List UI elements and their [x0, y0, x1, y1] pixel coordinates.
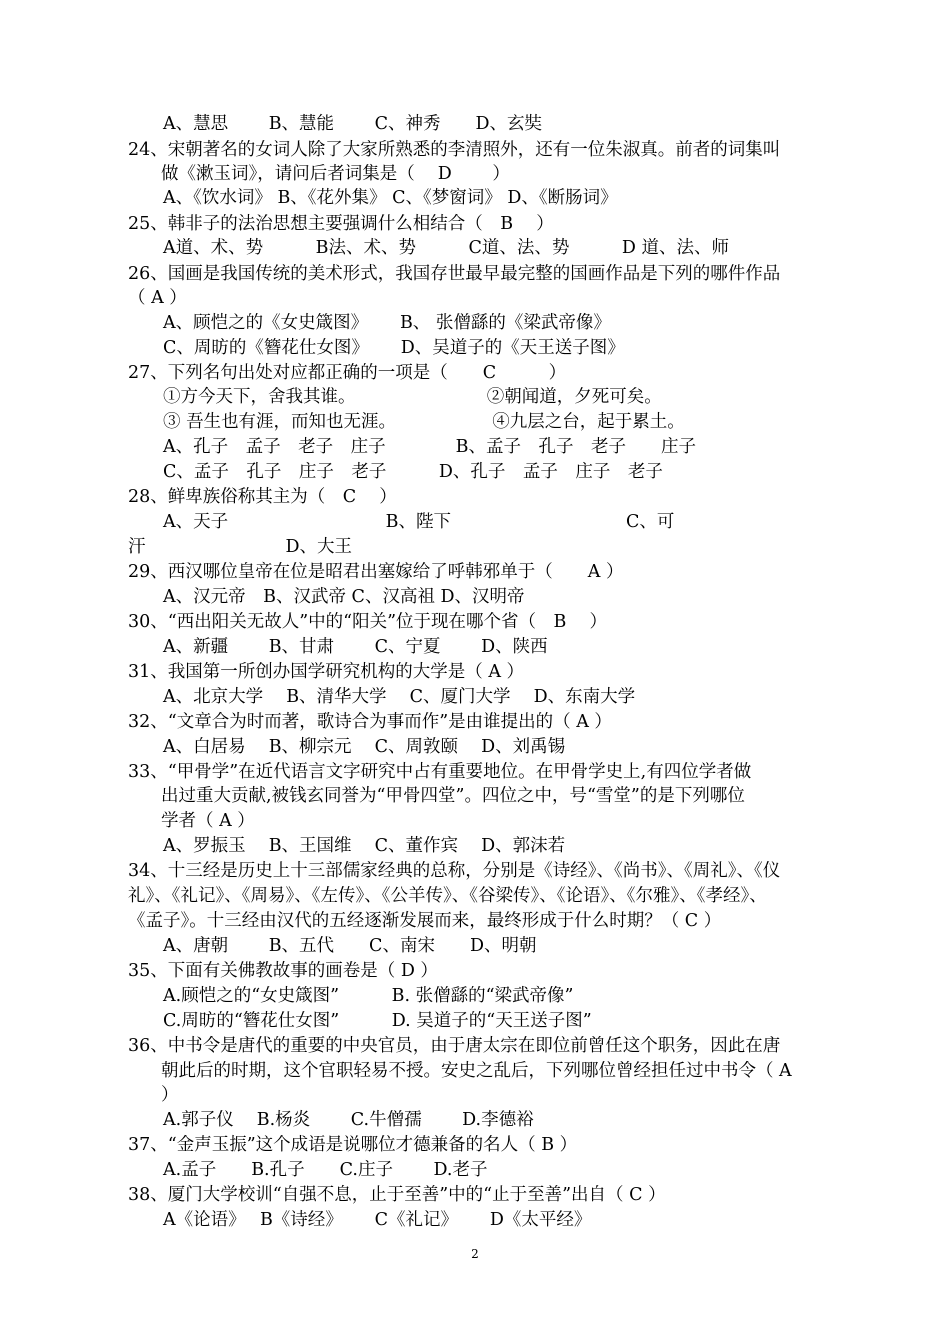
q29-text: 29、西汉哪位皇帝在位是昭君出塞嫁给了呼韩邪单于（ A ） — [128, 562, 624, 582]
q31-text: 31、我国第一所创办国学研究机构的大学是（ A ） — [128, 662, 525, 682]
q35-text: 35、下面有关佛教故事的画卷是（ D ） — [128, 961, 438, 981]
q26-answer: （ A ） — [128, 288, 187, 308]
q34-text-cont-1: 礼》、《礼记》、《周易》、《左传》、《公羊传》、《谷梁传》、《论语》、《尔雅》、《孝经》、 — [128, 886, 767, 906]
q23-options: A、慧思 B、慧能 C、神秀 D、玄奘 — [163, 114, 543, 134]
q27-quotes-1: ①方今天下，舍我其谁。 ②朝闻道，夕死可矣。 — [163, 387, 662, 407]
q24-text-cont: 做《漱玉词》，请问后者词集是（ D ） — [161, 164, 510, 184]
q36-text-cont-1: 朝此后的时期，这个官职轻易不授。安史之乱后，下列哪位曾经担任过中书令（ A — [161, 1061, 792, 1081]
q34-text: 34、十三经是历史上十三部儒家经典的总称，分别是《诗经》、《尚书》、《周礼》、《仪 — [128, 861, 781, 881]
q29-options: A、汉元帝 B、汉武帝 C、汉高祖 D、汉明帝 — [163, 587, 525, 607]
q33-text-cont-2: 学者（ A ） — [161, 811, 255, 831]
q38-text: 38、厦门大学校训“自强不息，止于至善”中的“止于至善”出自（ C ） — [128, 1185, 666, 1205]
q30-options: A、新疆 B、甘肃 C、宁夏 D、陕西 — [163, 637, 548, 657]
page-number: 2 — [471, 1247, 479, 1261]
q27-options-1: A、孔子 孟子 老子 庄子 B、孟子 孔子 老子 庄子 — [163, 437, 696, 457]
q35-options-2: C.周昉的“簪花仕女图” D. 吴道子的“天王送子图” — [163, 1011, 592, 1031]
q27-quotes-2: ③ 吾生也有涯，而知也无涯。 ④九层之台，起于累土。 — [163, 412, 685, 432]
q24-text: 24、宋朝著名的女词人除了大家所熟悉的李清照外，还有一位朱淑真。前者的词集叫 — [128, 140, 781, 160]
q26-options-1: A、顾恺之的《女史箴图》 B、 张僧繇的《梁武帝像》 — [163, 313, 611, 333]
q32-text: 32、“文章合为时而著，歌诗合为事而作”是由谁提出的（ A ） — [128, 712, 612, 732]
q33-text: 33、“甲骨学”在近代语言文字研究中占有重要地位。在甲骨学史上,有四位学者做 — [128, 762, 752, 782]
q36-text: 36、中书令是唐代的重要的中央官员，由于唐太宗在即位前曾任这个职务，因此在唐 — [128, 1036, 781, 1056]
q26-text: 26、国画是我国传统的美术形式，我国存世最早最完整的国画作品是下列的哪件作品 — [128, 264, 781, 284]
q28-options-2: 汗 D、大王 — [128, 537, 353, 557]
q25-options: A道、术、势 B法、术、势 C道、法、势 D 道、法、师 — [163, 238, 729, 258]
q33-options: A、罗振玉 B、王国维 C、董作宾 D、郭沫若 — [163, 836, 566, 856]
q25-text: 25、韩非子的法治思想主要强调什么相结合（ B ） — [128, 214, 554, 234]
q36-text-cont-2: ） — [161, 1085, 179, 1105]
q37-text: 37、“金声玉振”这个成语是说哪位才德兼备的名人（ B ） — [128, 1135, 578, 1155]
q28-text: 28、鲜卑族俗称其主为（ C ） — [128, 487, 397, 507]
q31-options: A、北京大学 B、清华大学 C、厦门大学 D、东南大学 — [163, 687, 636, 707]
q37-options: A.孟子 B.孔子 C.庄子 D.老子 — [163, 1160, 488, 1180]
q28-options-1: A、天子 B、陛下 C、可 — [163, 512, 675, 532]
q24-options: A、《饮水词》 B、《花外集》 C、《梦窗词》 D、《断肠词》 — [163, 188, 618, 208]
q27-text: 27、下列名句出处对应都正确的一项是（ C ） — [128, 363, 567, 383]
q38-options: A《论语》 B《诗经》 C《礼记》 D《太平经》 — [163, 1210, 592, 1230]
q36-options: A.郭子仪 B.杨炎 C.牛僧孺 D.李德裕 — [163, 1110, 534, 1130]
q30-text: 30、“西出阳关无故人”中的“阳关”位于现在哪个省（ B ） — [128, 612, 607, 632]
q35-options-1: A.顾恺之的“女史箴图” B. 张僧繇的“梁武帝像” — [163, 986, 574, 1006]
q27-options-2: C、孟子 孔子 庄子 老子 D、孔子 孟子 庄子 老子 — [163, 462, 663, 482]
q34-text-cont-2: 《孟子》。十三经由汉代的五经逐渐发展而来，最终形成于什么时期？（ C ） — [128, 911, 722, 931]
q32-options: A、白居易 B、柳宗元 C、周敦颐 D、刘禹锡 — [163, 737, 566, 757]
q34-options: A、唐朝 B、五代 C、南宋 D、明朝 — [163, 936, 537, 956]
q26-options-2: C、周昉的《簪花仕女图》 D、吴道子的《天王送子图》 — [163, 338, 625, 358]
q33-text-cont-1: 出过重大贡献,被钱玄同誉为“甲骨四堂”。四位之中，号“雪堂”的是下列哪位 — [161, 786, 745, 806]
